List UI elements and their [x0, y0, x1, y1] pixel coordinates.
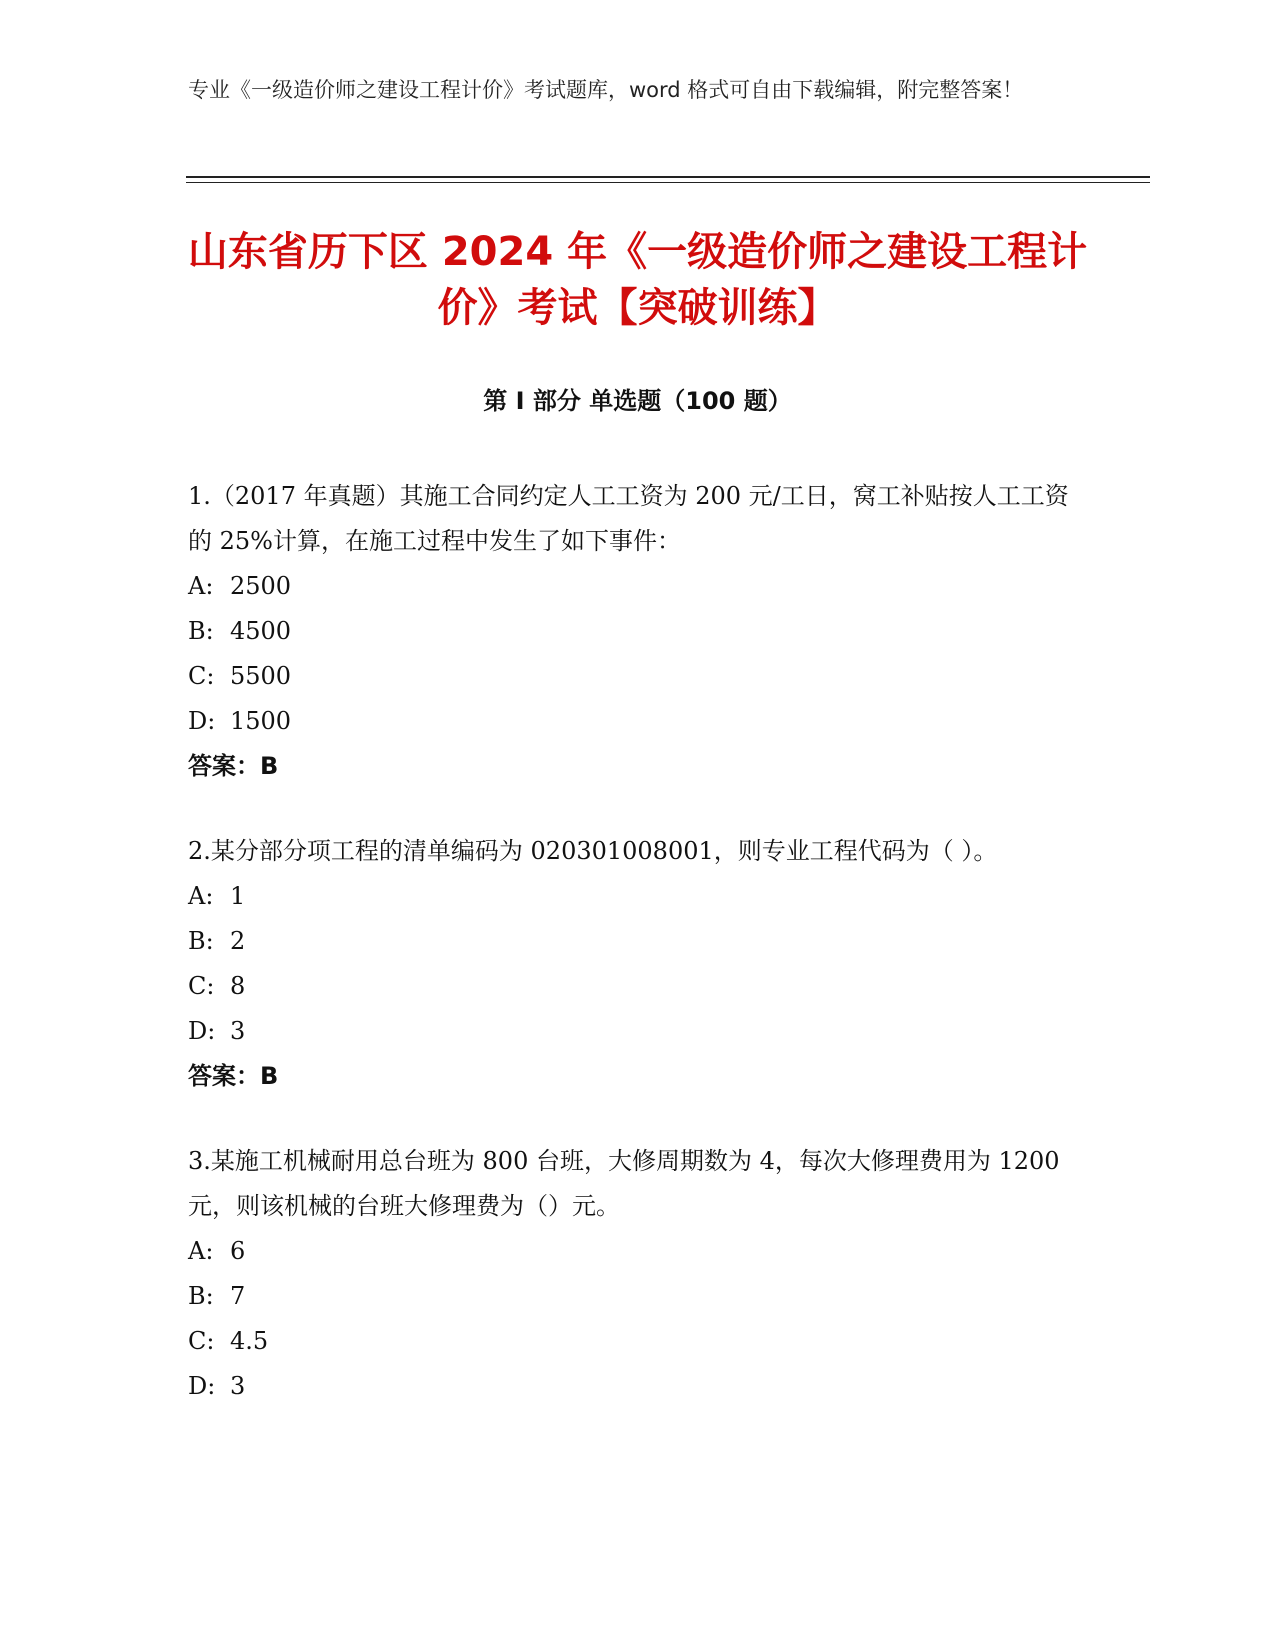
- option-text: 7: [230, 1282, 246, 1310]
- option-text: 1: [230, 882, 246, 910]
- answer-line: 答案：B: [188, 1062, 279, 1090]
- option-c: [188, 1319, 1078, 1364]
- option-key: D:: [188, 1372, 216, 1400]
- option-key: D:: [188, 707, 216, 735]
- option-d: [188, 1009, 1078, 1054]
- option-key: C:: [188, 1327, 215, 1355]
- document-title: 山东省历下区 2024 年《一级造价师之建设工程计价》考试【突破训练】: [187, 229, 1088, 331]
- option-a: [188, 874, 1078, 919]
- option-text: 5500: [230, 662, 292, 690]
- section-title: 第 I 部分 单选题（100 题）: [483, 387, 792, 415]
- option-c: [188, 964, 1078, 1009]
- question-item: [188, 474, 1078, 789]
- header-note: 专业《一级造价师之建设工程计价》考试题库，word 格式可自由下载编辑，附完整答案！: [188, 78, 1024, 102]
- header-rule-thin: [186, 182, 1150, 183]
- question-item: [188, 1139, 1078, 1409]
- answer-line: 答案：B: [188, 752, 279, 780]
- option-d: [188, 1364, 1078, 1409]
- option-list: [188, 874, 1078, 1054]
- option-d: [188, 699, 1078, 744]
- option-text: 1500: [230, 707, 292, 735]
- option-key: C:: [188, 662, 215, 690]
- option-text: 6: [230, 1237, 246, 1265]
- option-b: [188, 1274, 1078, 1319]
- option-list: [188, 1229, 1078, 1409]
- option-text: 8: [230, 972, 246, 1000]
- option-text: 4500: [230, 617, 292, 645]
- question-list: [188, 474, 1078, 1449]
- option-b: [188, 919, 1078, 964]
- option-text: 3: [230, 1372, 246, 1400]
- option-list: [188, 564, 1078, 744]
- option-key: C:: [188, 972, 215, 1000]
- option-text: 2500: [230, 572, 292, 600]
- option-b: [188, 609, 1078, 654]
- option-a: [188, 564, 1078, 609]
- option-a: [188, 1229, 1078, 1274]
- option-key: A:: [188, 1237, 214, 1265]
- question-item: [188, 829, 1078, 1099]
- option-key: A:: [188, 882, 214, 910]
- option-key: B:: [188, 927, 214, 955]
- option-key: D:: [188, 1017, 216, 1045]
- header-rule-thick: [186, 176, 1150, 178]
- option-text: 3: [230, 1017, 246, 1045]
- question-stem: 3.某施工机械耐用总台班为 800 台班，大修周期数为 4，每次大修理费用为 1200 元，则该机械的台班大修理费为（）元。: [188, 1147, 1060, 1220]
- option-c: [188, 654, 1078, 699]
- option-key: A:: [188, 572, 214, 600]
- question-stem: 2.某分部分项工程的清单编码为 020301008001，则专业工程代码为（ ）。: [188, 837, 998, 865]
- question-stem: 1.（2017 年真题）其施工合同约定人工工资为 200 元/工日，窝工补贴按人工工资的 25%计算，在施工过程中发生了如下事件：: [188, 482, 1069, 555]
- option-key: B:: [188, 617, 214, 645]
- option-text: 2: [230, 927, 246, 955]
- option-text: 4.5: [230, 1327, 269, 1355]
- option-key: B:: [188, 1282, 214, 1310]
